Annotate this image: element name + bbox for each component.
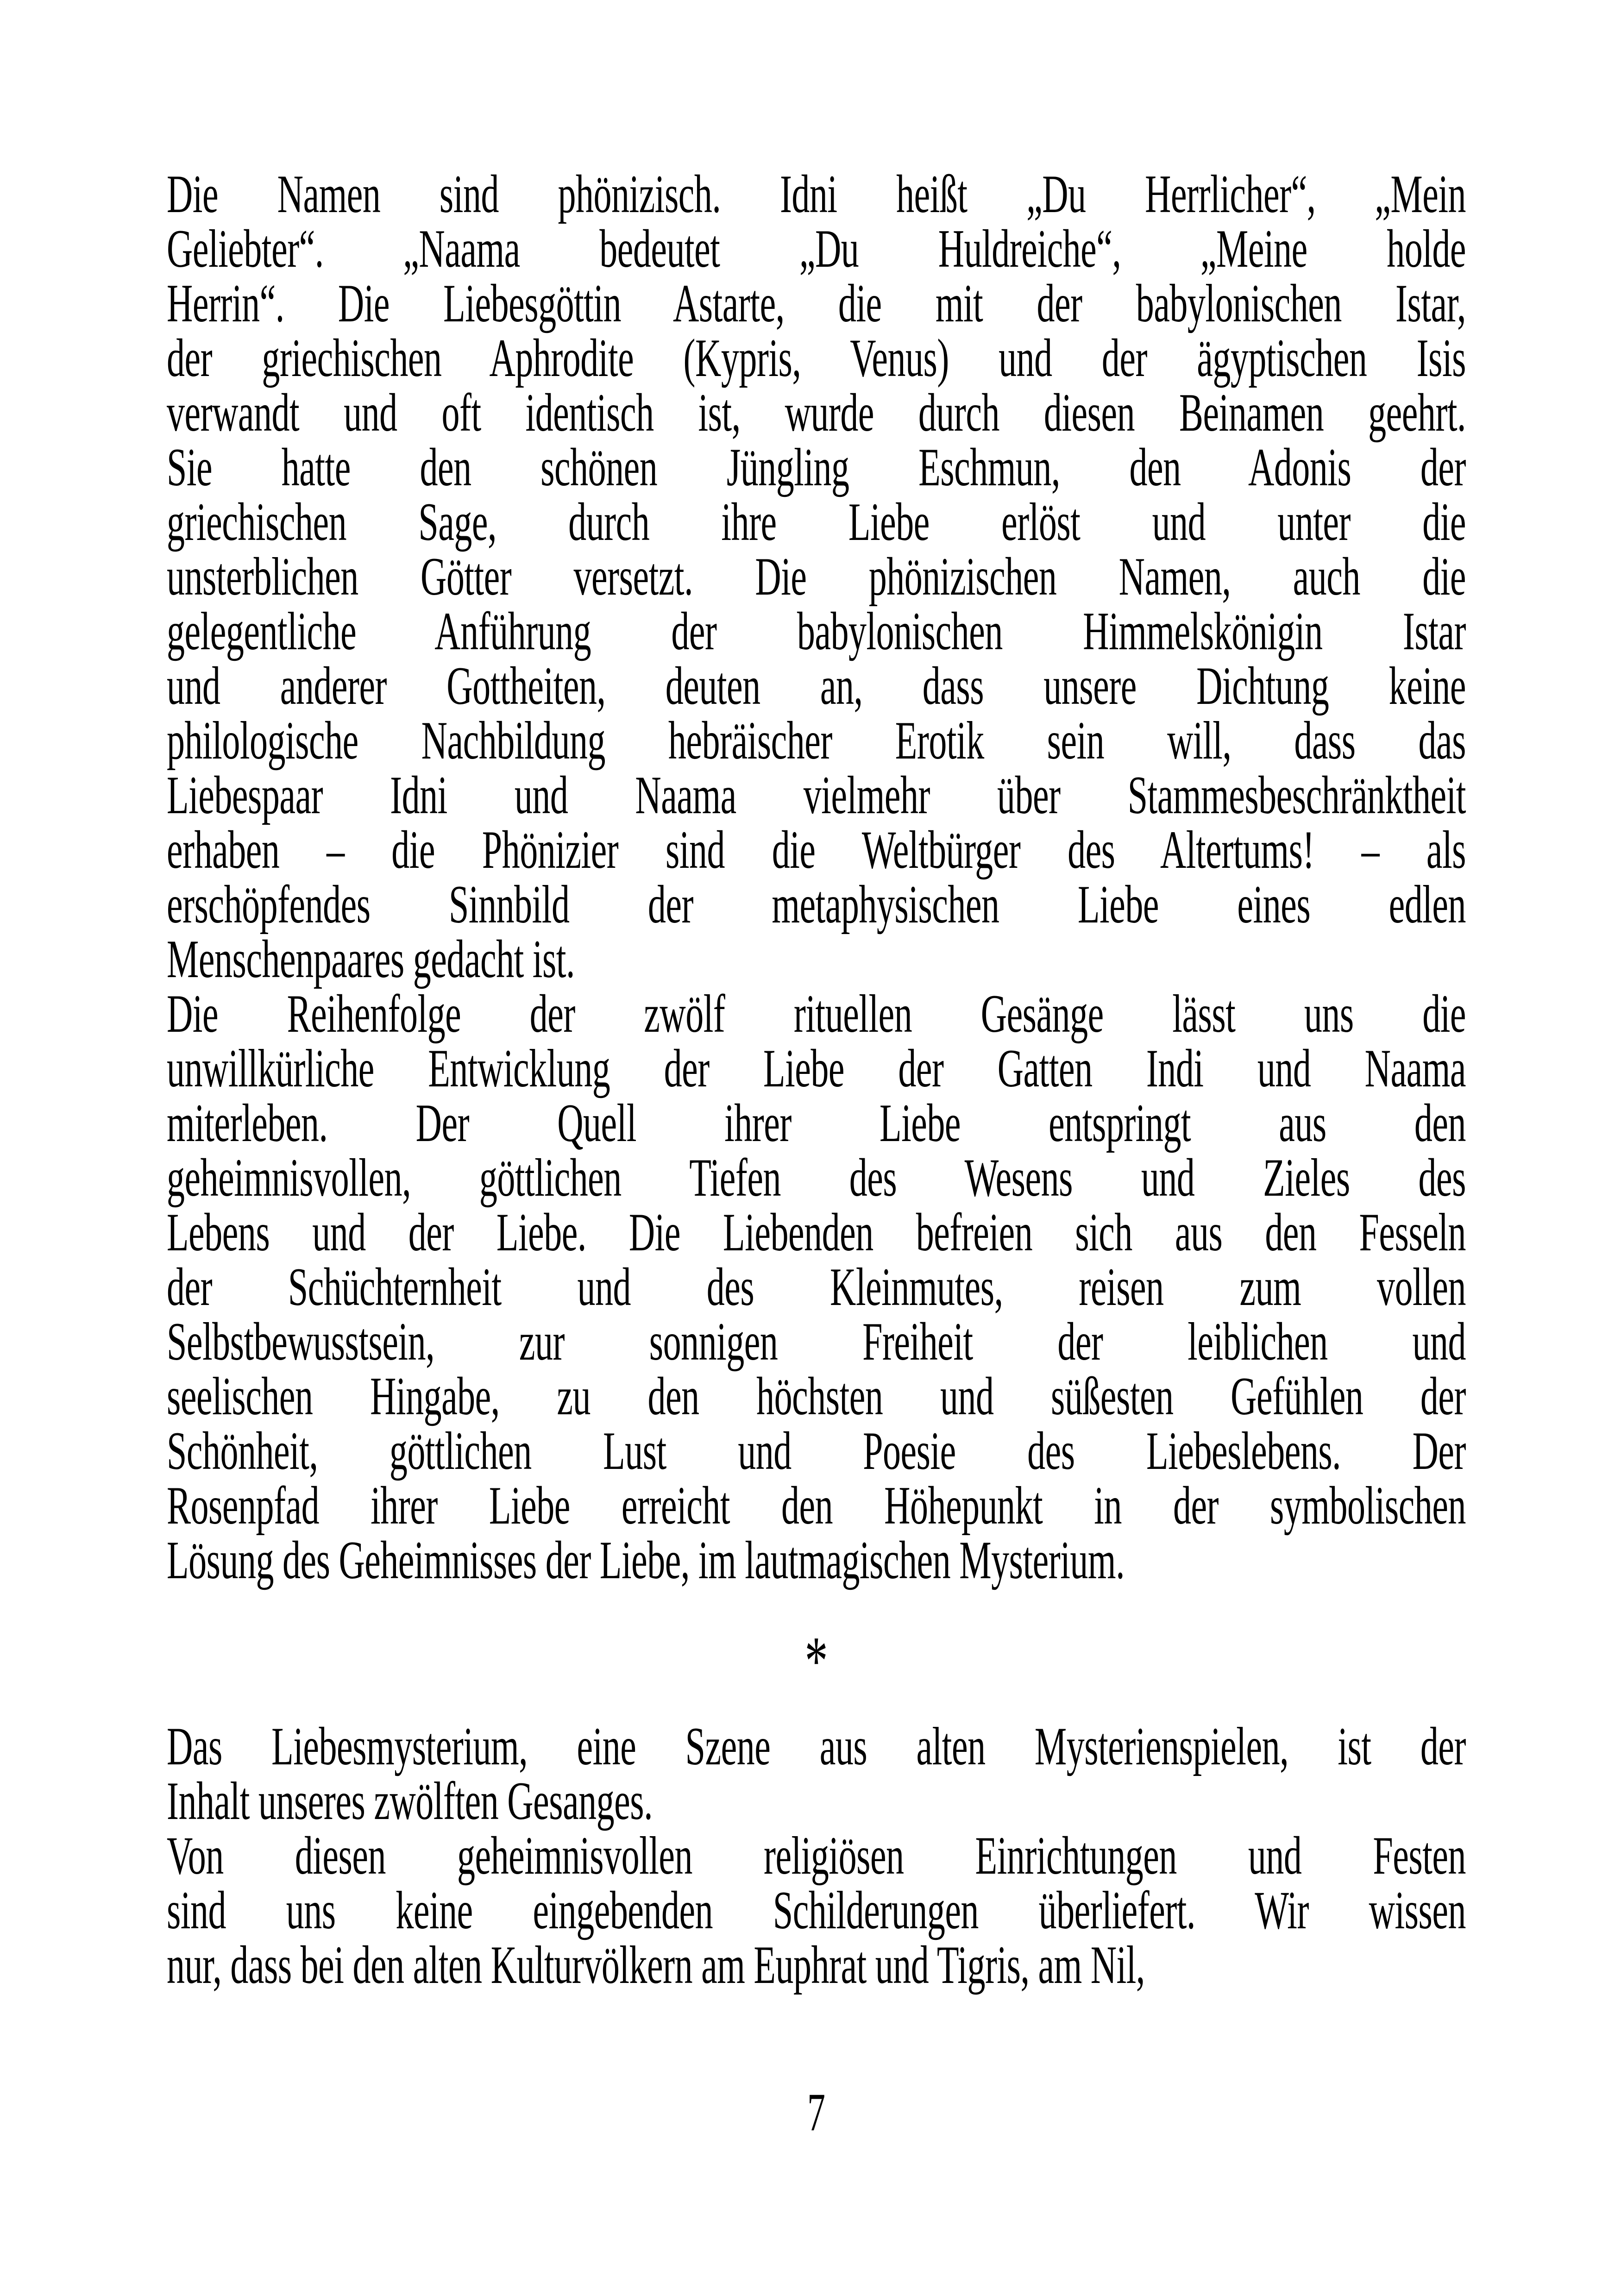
text-line: Das Liebesmysterium, eine Szene aus alten Mysterienspielen, ist der [167, 1716, 1466, 1776]
text-line: gelegentliche Anführung der babylonischen Himmelskönigin Istar [167, 601, 1466, 661]
paragraph-3 [167, 1716, 1466, 1831]
text-line: philologische Nachbildung hebräischer Erotik sein will, dass das [167, 710, 1466, 771]
text-line: griechischen Sage, durch ihre Liebe erlöst und unter die [167, 491, 1466, 552]
text-line: verwandt und oft identisch ist, wurde durch diesen Beinamen geehrt. [167, 382, 1466, 443]
paragraph-1 [167, 163, 1466, 989]
page-number: 7 [807, 2082, 825, 2142]
text-line: Selbstbewusstsein, zur sonnigen Freiheit der leiblichen und [167, 1311, 1466, 1372]
text-line: Geliebter“. „Naama bedeutet „Du Huldreiche“, „Meine holde [167, 218, 1466, 279]
text-line: erschöpfendes Sinnbild der metaphysischen Liebe eines edlen [167, 874, 1466, 935]
text-line: und anderer Gottheiten, deuten an, dass unsere Dichtung keine [167, 655, 1466, 716]
text-line: geheimnisvollen, göttlichen Tiefen des Wesens und Zieles des [167, 1147, 1466, 1208]
text-line: unwillkürliche Entwicklung der Liebe der Gatten Indi und Naama [167, 1038, 1466, 1098]
text-line: sind uns keine eingebenden Schilderungen überliefert. Wir wissen [167, 1880, 1466, 1940]
paragraph-4 [167, 1825, 1466, 1995]
text-line: Schönheit, göttlichen Lust und Poesie des Liebeslebens. Der [167, 1420, 1466, 1481]
text-line: Inhalt unseres zwölften Gesanges. [167, 1770, 653, 1831]
text-line: Die Reihenfolge der zwölf rituellen Gesänge lässt uns die [167, 983, 1466, 1044]
text-line: Die Namen sind phönizisch. Idni heißt „Du Herrlicher“, „Mein [167, 163, 1466, 224]
paragraph-2 [167, 983, 1466, 1590]
text-line: Sie hatte den schönen Jüngling Eschmun, den Adonis der [167, 437, 1466, 497]
text-line: Lebens und der Liebe. Die Liebenden befreien sich aus den Fesseln [167, 1202, 1466, 1262]
text-line: nur, dass bei den alten Kulturvölkern am Euphrat und Tigris, am Nil, [167, 1934, 1145, 1995]
section-separator: * [804, 1622, 828, 1700]
text-line: Rosenpfad ihrer Liebe erreicht den Höhepunkt in der symbolischen [167, 1475, 1466, 1536]
text-block [167, 163, 1466, 2142]
text-line: unsterblichen Götter versetzt. Die phönizischen Namen, auch die [167, 546, 1466, 607]
text-line: seelischen Hingabe, zu den höchsten und süßesten Gefühlen der [167, 1366, 1466, 1426]
text-line: erhaben – die Phönizier sind die Weltbürger des Altertums! – als [167, 819, 1466, 880]
text-line: der Schüchternheit und des Kleinmutes, reisen zum vollen [167, 1256, 1466, 1317]
text-line: der griechischen Aphrodite (Kypris, Venus) und der ägyptischen Isis [167, 327, 1466, 388]
text-line: miterleben. Der Quell ihrer Liebe entspringt aus den [167, 1092, 1466, 1153]
text-line: Lösung des Geheimnisses der Liebe, im lautmagischen Mysterium. [167, 1530, 1125, 1590]
text-line: Menschenpaares gedacht ist. [167, 928, 575, 989]
text-line: Herrin“. Die Liebesgöttin Astarte, die mit der babylonischen Istar, [167, 273, 1466, 333]
text-line: Liebespaar Idni und Naama vielmehr über Stammesbeschränktheit [167, 765, 1466, 825]
text-line: Von diesen geheimnisvollen religiösen Einrichtungen und Festen [167, 1825, 1466, 1886]
